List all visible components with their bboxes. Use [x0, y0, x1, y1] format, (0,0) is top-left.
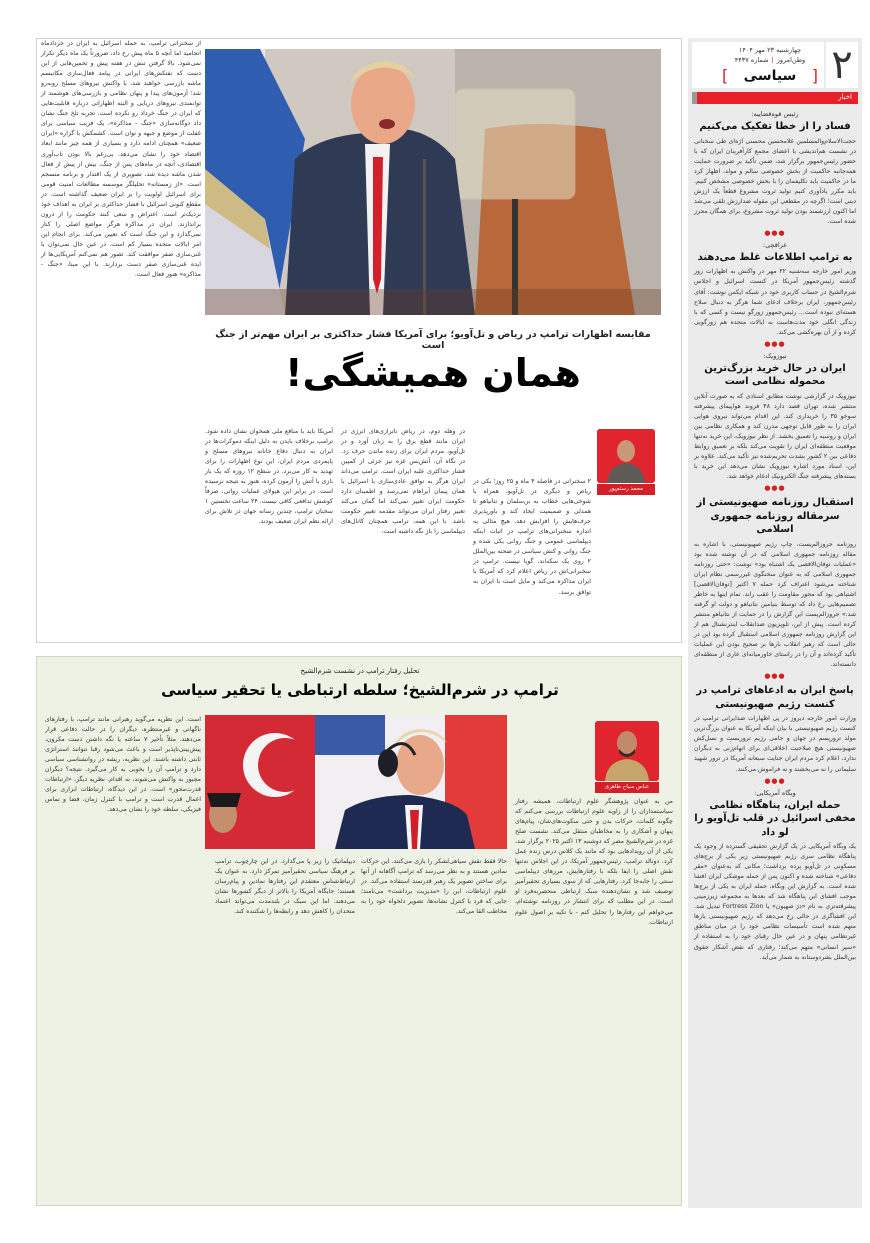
masthead: [692, 42, 824, 88]
brief-title[interactable]: به ترامپ اطلاعات غلط می‌دهند: [697, 251, 853, 263]
issue-info: [720, 56, 820, 64]
bracket-left-icon: ]: [722, 66, 729, 85]
article-column-left: از سخنرانی ترامپ، به حمله اسرائیل به ایران در خردادماه انجامید اما آنچه ۵ ماه پیش رخ داد، ضرورتاً یک ماه دیگر تکرار نمی‌شود. بالا گرفتن تنش در هفته پیش و تخمین‌هایی از این دست که نفتکش‌های ایرانی در پیامد فعال‌سازی مکانیسم ماشه بازرسی خواهند شد، با واکنش نیروهای مسلح روبه‌رو شد؛ آزمون‌های پیدا و پنهان نظامی و بازرسی‌های هوشمند از توانمندی نیروهای دریایی و البته اظهاراتی درباره قابلیت‌هایی که ایران در جنگ خرداد رو نکرده است. تجربه تلخ جنگ نشان داد دوگانه‌سازی «جنگ - مذاکره»، یک فریب سیاسی برای غفلت از موضع و جبهه و توان است. کشمکش با گزاره «ایران ضعیف» همچنان ادامه دارد و بسیاری از همه چیز مانند ابعاد اقتصاد خود را نشان می‌دهد. بی‌رغم بالا بودن تاب‌آوری اقتصادی، آنچه در ماه‌های پس از جنگ، بیش از پیش از فعال شدن ماشه دیده شد، تصویری از یک اقتدار و برنامه منسجم است. «از زمستانه» تحلیلگر موسسه مطالعات امنیت قومی برای اسرائیل اولویت را بر ایران ضعیف گذاشته است. در مقطع کنونی اسرائیل با فشار حداکثری بر ایران به اهداف خود نزدیک‌تر است. اعتراض و سعی کنند حکومت را از درون براندازند. ایران در مذاکره هرگز مواضع اصلی را کنار نمی‌گذارد و این جنگ است که تعیین می‌کند. برای انجام این امر ایالات متحده بسیار کم است. در عین حال نمی‌توان با غنی‌سازی صفر موافقت کند. تصور هم نمی‌کنم آمریکایی‌ها از ایده غنی‌سازی صفر دست بردارند. با این مبنا، «جنگ - مذاکره» هنوز فعال است.: [41, 40, 201, 279]
bracket-right-icon: [: [811, 66, 818, 85]
separator-dots-icon: ●●●: [764, 776, 786, 785]
news-brief[interactable]: [694, 241, 856, 348]
analysis-intro: من به عنوان پژوهشگر علوم ارتباطات، همیشه رفتار سیاستمداران را از زاویه علوم ارتباطات بررسی می‌کنم که چگونه کلمات، حرکات بدن و حتی سکوت‌های‌شان، پیام‌های پنهان و آشکاری را به مخاطبان منتقل می‌کند. نشست صلح غزه در شرم‌الشیخ مصر که دوشنبه ۱۳ اکتبر ۲۰۲۵ برگزار شد، یکی از آن رویدادهایی بود که مانند یک کلاس درس زنده عمل کرد. دونالد ترامپ، رئیس‌جمهور آمریکا، در این اجلاس نه‌تنها نقش اصلی را ایفا بلکه با رفتارهایش، مرزهای دیپلماسی سنتی را جابه‌جا کرد. رفتارهایی که از سوی بسیاری تحقیرآمیز توصیف شد و نشان‌دهنده سبک ارتباطی منحصربه‌فرد او است. در این مطلب که برای انتشار در روزنامه نوشته‌ام، می‌خواهم این رفتارها را تحلیل کنم - با تکیه بر اصول علوم ارتباطات.: [515, 798, 674, 926]
news-section-label: اخبار: [838, 93, 852, 101]
author-name: عباس سیاح طاهری: [595, 782, 659, 793]
brief-kicker: وبگاه آمریکایی:: [754, 788, 796, 797]
issue-number: شماره ۴۴۳۷: [734, 56, 769, 64]
brief-title[interactable]: حمله ایران، پناهگاه نظامی مخفی اسرائیل در قلب تل‌آویو را لو داد: [694, 799, 856, 838]
news-briefs: [694, 110, 856, 967]
article-columns: [205, 427, 661, 627]
author-name: محمد رستم‌پور: [597, 484, 655, 495]
lead-article: [36, 38, 682, 643]
trump-headphones-photo-icon: [205, 715, 507, 849]
bar-accent: [692, 92, 697, 104]
analysis-headline[interactable]: ترامپ در شرم‌الشیخ؛ سلطه ارتباطی یا تحقیر سیاسی: [161, 681, 559, 699]
brief-kicker: رئیس قوه‌قضاییه:: [751, 110, 799, 118]
analysis-column-left: است. این نظریه می‌گوید رهبرانی مانند ترامپ، با رفتارهای ناگهانی و غیرمنتظره، دیگران را در حالت دفاعی قرار می‌دهند. مثلاً تأخیر ۷ ساعته یا نگه داشتن دست مکرون، پیش‌بینی‌ناپذیر است و باعث می‌شود رقبا نتوانند استراتژی ثابتی داشته باشند. این نظریه، ریشه در روانشناسی سیاسی دارد و ترامپ آن را بخوبی به کار می‌گیرد. نتیجه؟ دیگران مجبور به واکنش می‌شوند، نه اقدام. نظریه دیگر، «ارتباطات قدرت‌محور» است. در این دیدگاه، ارتباطات ابزاری برای اعمال قدرت است و ترامپ با کنترل زمان، فضا و تماس فیزیکی، سلطه خود را نشان می‌دهد.: [45, 716, 201, 814]
news-brief[interactable]: [694, 684, 856, 784]
news-sidebar: [688, 38, 862, 1208]
author-card[interactable]: [589, 711, 663, 795]
analysis-photo[interactable]: [205, 715, 507, 849]
brief-title[interactable]: ایران در حال خرید بزرگ‌ترین محموله نظامی است: [704, 362, 846, 388]
subheadline: مقایسه اظهارات ترامپ در ریاض و تل‌آویو؛ برای آمریکا فشار حداکثری بر ایران مهم‌تر از جنگ است: [215, 329, 651, 351]
lead-photo[interactable]: [205, 49, 661, 315]
news-brief[interactable]: [694, 789, 856, 963]
analysis-column-mid-1: دیپلماتیک را زیر پا می‌گذارد. در این چارچوب، ترامپ بر فرهنگ سیاسی تحقیرآمیز تمرکز دارد. به عنوان یک ارتباط‌شناس معتقدم این رفتارها نمادین و پیام‌رسان هستند؛ جایگاه آمریکا را بالاتر از دیگر کشورها نشان می‌دهند. اما این سبک در بلندمدت می‌تواند اعتماد متحدان را کاهش دهد و رابطه‌ها را شکننده کند.: [215, 858, 355, 916]
separator-dots-icon: ●●●: [764, 339, 786, 348]
news-section-bar: [692, 92, 858, 104]
separator-dots-icon: ●●●: [764, 672, 786, 681]
brief-title[interactable]: استقبال روزنامه صهیونیستی از سرمقاله روزنامه جمهوری اسلامی: [696, 497, 854, 536]
issue-date: چهارشنبه ۲۳ مهر ۱۴۰۴: [738, 46, 802, 54]
brief-body: نیوزویک در گزارشی نوشت مطابق اسنادی که به صورت آنلاین منتشر شده، تهران قصد دارد ۴۸ فروند هواپیمای پیشرفته سوخو ۳۵ را خریداری کند. این اقدام می‌تواند نیروی هوایی ایران را به طور قابل توجهی مدرن کند و همکاری نظامی بین ایران و روسیه را تعمیق بخشد. از نظر نیوزویک، این خرید نه‌تنها موقعیت منطقه‌ای ایران را تقویت می‌کند بلکه بر تعمیق روابط دفاعی بین ۲ کشور بشدت تحریم‌شده نیز تأکید می‌کند. علاوه بر این، اسناد مورد اشاره نیوزویک نشان می‌دهد این خرید با بسته‌های پیشرفته جنگ الکترونیک ادغام خواهد شد.: [694, 392, 857, 481]
brief-body: یک وبگاه آمریکایی در یک گزارش تحقیقی گسترده از وجود یک پناهگاه نظامی سری رژیم صهیونیستی زیر یکی از برج‌های مسکونی در تل‌آویو پرده برداشت؛ مکانی که به‌عنوان «مقر دفاعی» شناخته شده و اکنون پس از حمله موشکی ایران افشا شده است. به گزارش این وبگاه، حمله ایران به یکی از برج‌ها موجب افشای این پناهگاه شد که بعدها به مجموعه زیرزمینی پیشرفته‌تری به نام «دژ صهیون» یا Fortress Zion تبدیل شد. این افشاگری در حالی رخ می‌دهد که رژیم صهیونیستی بارها متهم شده است تأسیسات نظامی خود را در میان مناطق غیرنظامی پنهان و در عین حال رقبای خود را به استفاده از «سپر انسانی» متهم می‌کند؛ رفتاری که نقض آشکار حقوق بین‌الملل بشردوستانه به شمار می‌آید.: [694, 843, 857, 961]
news-brief[interactable]: [694, 496, 856, 680]
author-avatar: [595, 721, 659, 781]
article-column-1: ۲ سخنرانی در فاصله ۴ ماه و ۲۵ روز؛ یکی در ریاض و دیگری در تل‌آویو، همراه با شوخی‌هایی خطاب به بن‌سلمان و نتانیاهو تا همدلی و صمیمیت ایجاد کند و باورپذیری حرف‌هایش را افزایش دهد. هیچ مثالی به اندازه سخنرانی‌های ترامپ در اثبات اینکه دیپلماسی عمومی و جنگ روانی یکی شده و جنگ روانی و کنش سیاسی در صحنه بین‌الملل ۲ روی یک سکه‌اند، گویا نیست. ترامپ در سخنرانی‌اش در ریاض اعلام کرد که آمریکا با ایران مذاکره می‌کند و مایل است با ایران به توافق برسد.: [473, 478, 591, 596]
section-title: [720, 68, 820, 86]
news-brief[interactable]: [694, 352, 856, 492]
headline[interactable]: همان همیشگی!: [285, 351, 581, 395]
brief-body: حجت‌الاسلام‌والمسلمین غلامحسین محسنی اژه‌ای طی سخنانی در نشست هم‌اندیشی با اعضای مجمع کارآفرینان ایران که با حضور رئیس‌جمهور برگزار شد، ضمن تأکید بر ضرورت حمایت همه‌جانبه حاکمیت از بخش خصوصی سالم و مولد، اظهار کرد ما در حاکمیت باید تکلیفمان را با بخش خصوصی مشخص کنیم. باید مکرر یادآوری کنیم تولید ثروت مشروع قطعاً یک ارزش دینی است؛ اگرچه در مقطعی این مقوله ضدارزش تلقی می‌شد اما اکنون ارزشمند بودن تولید ثروت مشروع، برای همگان محرز شده است.: [694, 137, 856, 225]
trump-speech-photo-icon: [205, 49, 661, 315]
separator-dots-icon: ●●●: [764, 228, 786, 237]
article-column-2: در وهله دوم، در ریاض ناترازی‌های انرژی در ایران مانند قطع برق را به زبان آورد و در تل‌آویو، مردم ایران برای زنده ماندن حرف زد. در نگاه آن، آتش‌بس غزه نیز جزئی از کمپین فشار حداکثری علیه ایران است. ترامپ می‌داند ایران هرگز به توافق عادی‌سازی با اسرائیل با همان پیمان آبراهام نمی‌رسد و اطمینان دارد حکومت ایران تغییر نمی‌کند اما گمان می‌کند تغییر رفتار ایران می‌تواند مقدمه تغییر حکومت باشد. با این همه، ترامپ همچنان کانال‌های دیپلماسی را باز نگه داشته است.: [341, 428, 465, 536]
brief-title[interactable]: فساد را از خطا تفکیک می‌کنیم: [699, 121, 851, 132]
brief-body: وزیر امور خارجه سه‌شنبه ۲۲ مهر در واکنش به اظهارات روز گذشته رئیس‌جمهور آمریکا در کنست اسرائیل و اجلاس شرم‌الشیخ در حساب کاربری خود در شبکه ایکس نوشت: آقای رئیس‌جمهور، ایران برخلاف ادعای شما هرگز به دنبال سلاح هسته‌ای نبوده است... رئیس‌جمهور زورگو نیست و کسی که با زندگی انگلی خود مدت‌هاست به ایالات متحده هم زورگویی کرده و از آن بهره‌کشی می‌کند.: [694, 268, 857, 336]
analysis-article: [36, 656, 682, 1206]
newspaper-name: وطن‌امروز: [776, 56, 806, 64]
separator-dots-icon: ●●●: [764, 484, 786, 493]
analysis-kicker: تحلیل رفتار ترامپ در نشست شرم‌الشیخ: [300, 667, 420, 675]
author-portrait-icon: [595, 721, 659, 781]
separator: |: [771, 56, 774, 64]
section-label: سیاسی: [743, 68, 797, 84]
page-number: ۲: [826, 42, 858, 88]
brief-title[interactable]: پاسخ ایران به ادعاهای ترامپ در کنست رژیم صهیونیستی: [696, 685, 854, 710]
article-column-3: آمریکا باید با منافع ملی همخوان نشان داده شود. ترامپ برخلاف بایدن به دلیل اینکه دموکرات‌ها در ایران به دنبال دفاع جانانه نیروهای مسلح و پایمردی مردم ایران، این نوع اظهارات را برای تهدید به کار می‌برد. در سطح ۱۲ روزه که یک بار بازی با آتش را آزمون کرده، هنوز به نتیجه نرسیده است. در برابر این هیولای عملیات روانی، صرفاً کوشش تدافعی کافی نیست. ۲۴ ساعت نخستین ۱ سخنان ترامپ، چندین رسانه جهان در تلاش برای ارائه نظم ایران ضعیف بودند.: [205, 428, 333, 526]
brief-body: روزنامه جروزالم‌پست، چاپ رژیم صهیونیستی، با اشاره به مقاله روزنامه جمهوری اسلامی که در آن نوشته شده بود «عملیات توفان‌الاقصی یک اشتباه بود» نوشت: «حتی روزنامه جمهوری اسلامی که به عنوان سخنگوی غیررسمی نظام ایران شناخته می‌شود اعتراف کرد حمله ۷ اکتبر [توفان‌الاقصی] اشتباهی بود که محور مقاومت را عقب راند. تمام اینها به خاطر تصمیم‌هایی رخ داد که توسط بنیامین نتانیاهو و دولت او گرفته شد.» جروزالم‌پست این گزارش را در حمایت از نتانیاهو منتشر کرده است. پیش از این، تلویزیون ضدانقلاب اینترنشنال هم از این گزارش روزنامه جمهوری اسلامی استقبال کرده بود این در حالی است که رهبر انقلاب بارها بر صحیح بودن این عملیات تأکید کرده‌اند و آن را در راستای خاورمیانه‌ای عاری از منطقه‌ای دانسته‌اند.: [694, 540, 856, 669]
brief-body: وزارت امور خارجه دیروز در پی اظهارات ضدایرانی ترامپ در کنست رژیم صهیونیستی با بیان اینکه آمریکا به عنوان بزرگ‌ترین مولد تروریسم در جهان و حامی رژیم تروریست و نسل‌کش صهیونیستی هیچ صلاحیت اخلاقی‌ای برای اتهام‌زنی به دیگران ندارد، اعلام کرد مردم ایران جنایت سبعانه آمریکا در ترور شهید سلیمانی را نه می‌بخشند و نه فراموش می‌کنند.: [694, 715, 856, 773]
brief-kicker: نیوزویک:: [763, 351, 787, 360]
analysis-column-mid-2: حالا فقط نقش سیاهی‌لشکر را بازی می‌کنند. این حرکات نمادین هستند و به نظر می‌رسد که ترامپ آگاهانه از آنها برای ساختن تصویر یک رهبر قدرتمند استفاده می‌کند. در علوم ارتباطات، این را «مدیریت برداشت» می‌نامند؛ جایی که فرد با کنترل نشانه‌ها، تصویر دلخواه خود را به مخاطب القا می‌کند.: [361, 858, 507, 916]
news-brief[interactable]: [694, 110, 856, 237]
brief-kicker: عراقچی:: [762, 240, 788, 249]
